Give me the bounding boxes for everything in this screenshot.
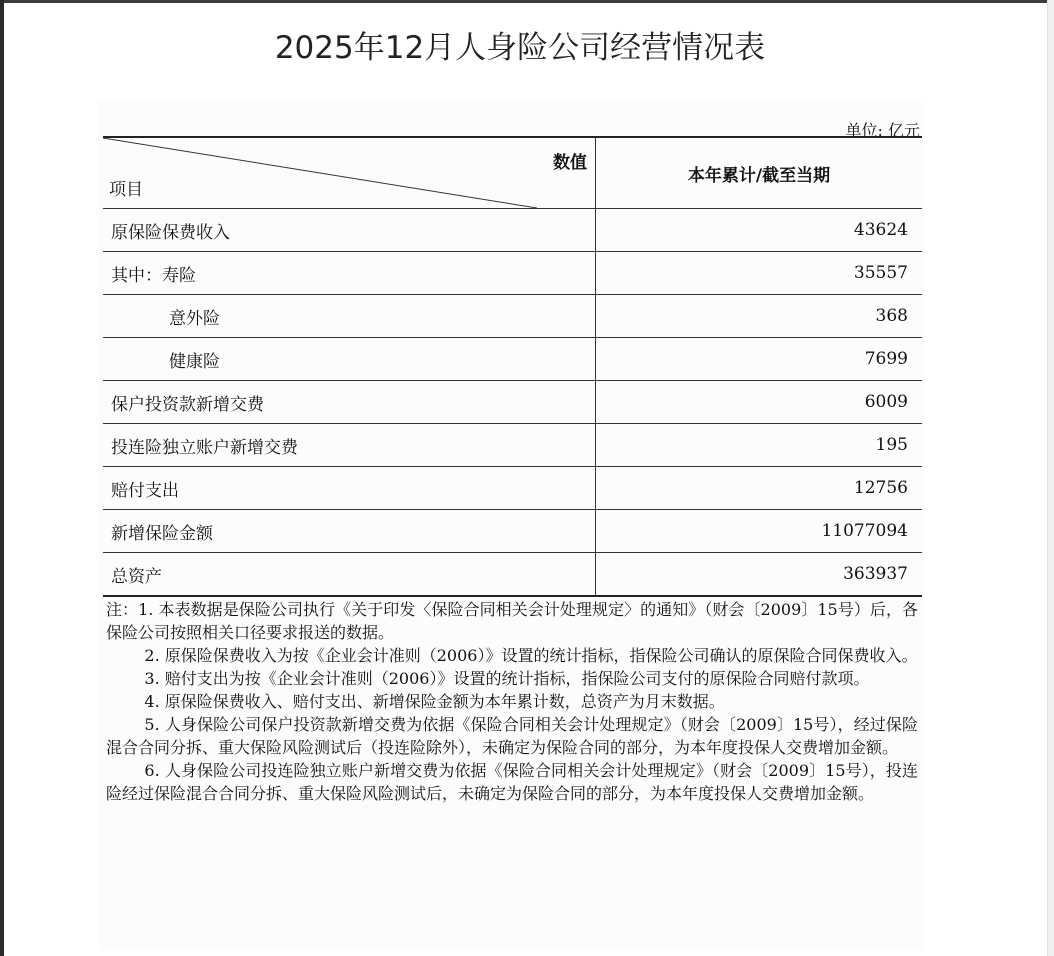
diagonal-line xyxy=(103,138,537,208)
row-value: 363937 xyxy=(596,553,923,597)
note-6: 6. 人身保险公司投连险独立账户新增交费为依据《保险合同相关会计处理规定》（财会〔2009〕15号），投连险经过保险混合合同分拆、重大保险风险测试后，未确定为保险合同的部分，为本年度投保人交费增加金额。 xyxy=(106,761,918,803)
row-value: 12756 xyxy=(596,467,923,510)
table-header-row xyxy=(103,137,922,209)
row-label: 其中：寿险 xyxy=(103,252,596,295)
row-label: 新增保险金额 xyxy=(103,510,596,553)
row-value: 11077094 xyxy=(596,510,923,553)
table-row xyxy=(103,338,922,381)
data-table xyxy=(103,136,922,597)
row-label: 总资产 xyxy=(103,553,596,597)
table-row xyxy=(103,553,922,597)
row-label: 意外险 xyxy=(103,295,596,338)
row-label: 赔付支出 xyxy=(103,467,596,510)
row-label: 投连险独立账户新增交费 xyxy=(103,424,596,467)
note-5: 5. 人身保险公司保户投资款新增交费为依据《保险合同相关会计处理规定》（财会〔2009〕15号），经过保险混合合同分拆、重大保险风险测试后（投连险除外），未确定为保险合同的部分，为本年度投保人交费增加金额。 xyxy=(106,715,918,757)
row-value: 195 xyxy=(596,424,923,467)
table-row xyxy=(103,252,922,295)
header-diagonal-cell xyxy=(103,137,596,209)
row-value: 7699 xyxy=(596,338,923,381)
row-label: 原保险保费收入 xyxy=(103,209,596,252)
note-1: 注：1. 本表数据是保险公司执行《关于印发〈保险合同相关会计处理规定〉的通知》（财会〔2009〕15号）后，各保险公司按照相关口径要求报送的数据。 xyxy=(106,600,918,642)
row-label: 健康险 xyxy=(103,338,596,381)
scrollbar[interactable] xyxy=(1047,0,1054,956)
table-row xyxy=(103,209,922,252)
unit-label: 单位: 亿元 xyxy=(845,121,920,140)
header-item-label: 项目 xyxy=(109,180,143,200)
note-3: 3. 赔付支出为按《企业会计准则（2006）》设置的统计指标，指保险公司支付的原保险合同赔付款项。 xyxy=(144,669,870,688)
row-value: 35557 xyxy=(596,252,923,295)
row-value: 43624 xyxy=(596,209,923,252)
window-left-border xyxy=(0,0,4,956)
header-value-label: 数值 xyxy=(553,153,587,173)
note-2: 2. 原保险保费收入为按《企业会计准则（2006）》设置的统计指标，指保险公司确认的原保险合同保费收入。 xyxy=(144,646,918,665)
table-row xyxy=(103,467,922,510)
note-4: 4. 原保险保费收入、赔付支出、新增保险金额为本年累计数，总资产为月末数据。 xyxy=(144,692,725,711)
footnotes xyxy=(106,598,918,805)
row-label: 保户投资款新增交费 xyxy=(103,381,596,424)
header-column-label: 本年累计/截至当期 xyxy=(596,137,923,209)
table-row xyxy=(103,295,922,338)
window-top-border xyxy=(0,0,1054,3)
table-row xyxy=(103,381,922,424)
table-row xyxy=(103,510,922,553)
table-row xyxy=(103,424,922,467)
row-value: 6009 xyxy=(596,381,923,424)
row-value: 368 xyxy=(596,295,923,338)
page-title: 2025年12月人身险公司经营情况表 xyxy=(274,30,766,66)
